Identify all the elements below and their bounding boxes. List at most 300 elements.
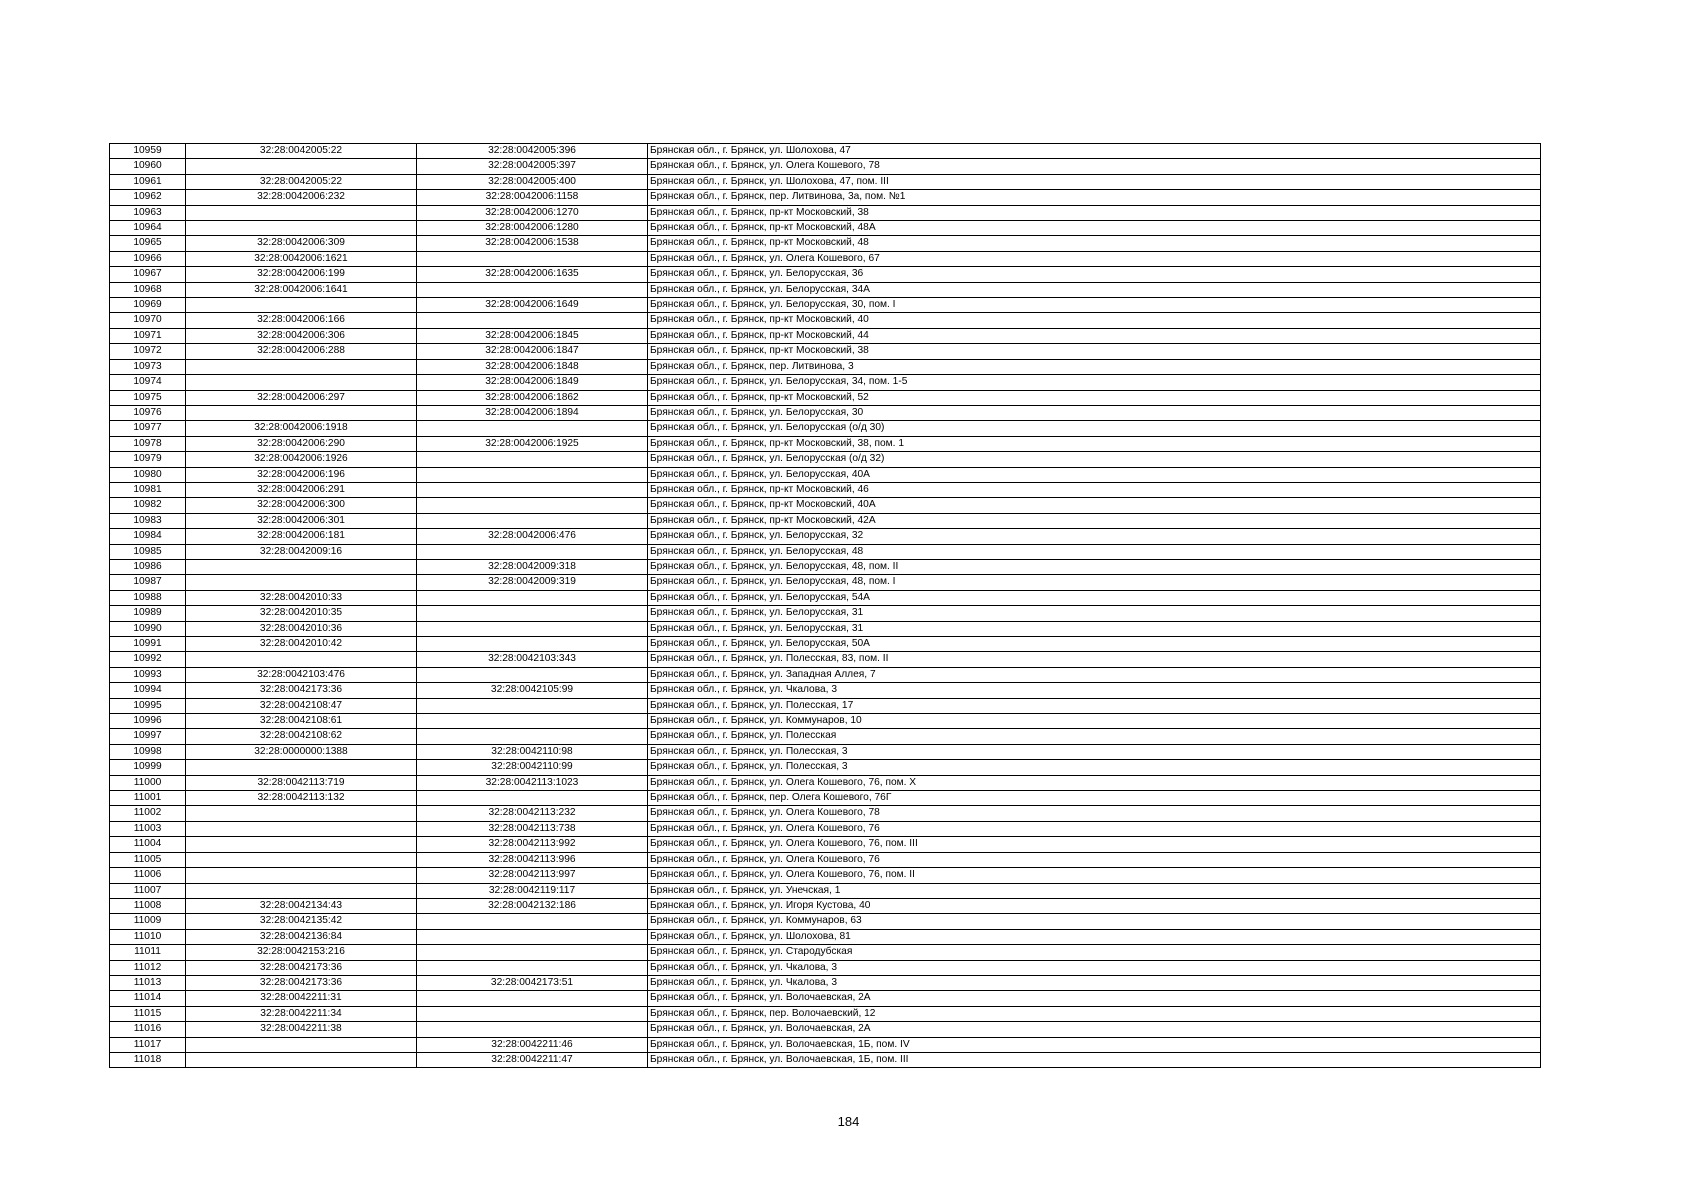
- table-row: [110, 914, 1541, 929]
- row-number-cell: 10966: [110, 251, 186, 266]
- object-cadastral-number-cell: 32:28:0042132:186: [417, 898, 648, 913]
- table-row: [110, 298, 1541, 313]
- row-number-cell: 10967: [110, 267, 186, 282]
- row-number-cell: 10982: [110, 498, 186, 513]
- table-row: [110, 868, 1541, 883]
- object-cadastral-number-cell: 32:28:0042006:1270: [417, 205, 648, 220]
- address-cell: Брянская обл., г. Брянск, ул. Волочаевская, 1Б, пом. IV: [648, 1037, 1541, 1052]
- table-row: [110, 529, 1541, 544]
- object-cadastral-number-cell: [417, 637, 648, 652]
- object-cadastral-number-cell: [417, 452, 648, 467]
- object-cadastral-number-cell: [417, 498, 648, 513]
- page-number: 184: [837, 1114, 860, 1129]
- row-number-cell: 11018: [110, 1052, 186, 1067]
- table-row: [110, 205, 1541, 220]
- object-cadastral-number-cell: 32:28:0042009:319: [417, 575, 648, 590]
- object-cadastral-number-cell: [417, 698, 648, 713]
- row-number-cell: 11016: [110, 1022, 186, 1037]
- land-cadastral-number-cell: 32:28:0042006:181: [186, 529, 417, 544]
- address-cell: Брянская обл., г. Брянск, ул. Олега Кошевого, 76, пом. II: [648, 868, 1541, 883]
- object-cadastral-number-cell: 32:28:0042006:1649: [417, 298, 648, 313]
- address-cell: Брянская обл., г. Брянск, ул. Белорусская, 31: [648, 606, 1541, 621]
- land-cadastral-number-cell: [186, 575, 417, 590]
- row-number-cell: 10978: [110, 436, 186, 451]
- table-row: [110, 498, 1541, 513]
- land-cadastral-number-cell: 32:28:0042006:309: [186, 236, 417, 251]
- table-row: [110, 1022, 1541, 1037]
- row-number-cell: 10962: [110, 190, 186, 205]
- object-cadastral-number-cell: [417, 590, 648, 605]
- table-row: [110, 174, 1541, 189]
- row-number-cell: 11013: [110, 975, 186, 990]
- row-number-cell: 11008: [110, 898, 186, 913]
- address-cell: Брянская обл., г. Брянск, ул. Олега Кошевого, 76: [648, 821, 1541, 836]
- land-cadastral-number-cell: 32:28:0042113:719: [186, 775, 417, 790]
- land-cadastral-number-cell: 32:28:0042173:36: [186, 975, 417, 990]
- table-row: [110, 452, 1541, 467]
- address-cell: Брянская обл., г. Брянск, ул. Белорусская, 50А: [648, 637, 1541, 652]
- object-cadastral-number-cell: 32:28:0042110:99: [417, 760, 648, 775]
- land-cadastral-number-cell: 32:28:0042135:42: [186, 914, 417, 929]
- address-cell: Брянская обл., г. Брянск, ул. Белорусская (о/д 32): [648, 452, 1541, 467]
- address-cell: Брянская обл., г. Брянск, ул. Олега Кошевого, 76, пом. III: [648, 837, 1541, 852]
- land-cadastral-number-cell: 32:28:0042006:166: [186, 313, 417, 328]
- table-row: [110, 667, 1541, 682]
- address-cell: Брянская обл., г. Брянск, ул. Чкалова, 3: [648, 975, 1541, 990]
- row-number-cell: 10960: [110, 159, 186, 174]
- address-cell: Брянская обл., г. Брянск, пр-кт Московский, 42А: [648, 513, 1541, 528]
- address-cell: Брянская обл., г. Брянск, пр-кт Московский, 38: [648, 205, 1541, 220]
- row-number-cell: 10992: [110, 652, 186, 667]
- address-cell: Брянская обл., г. Брянск, ул. Белорусская, 40А: [648, 467, 1541, 482]
- table-row: [110, 344, 1541, 359]
- table-row: [110, 190, 1541, 205]
- land-cadastral-number-cell: 32:28:0042006:288: [186, 344, 417, 359]
- object-cadastral-number-cell: 32:28:0042110:98: [417, 744, 648, 759]
- table-row: [110, 590, 1541, 605]
- land-cadastral-number-cell: [186, 205, 417, 220]
- address-cell: Брянская обл., г. Брянск, ул. Белорусская, 48, пом. II: [648, 559, 1541, 574]
- row-number-cell: 10996: [110, 714, 186, 729]
- address-cell: Брянская обл., г. Брянск, ул. Стародубская: [648, 945, 1541, 960]
- row-number-cell: 11001: [110, 791, 186, 806]
- table-row: [110, 606, 1541, 621]
- address-cell: Брянская обл., г. Брянск, ул. Шолохова, 47, пом. III: [648, 174, 1541, 189]
- table-row: [110, 744, 1541, 759]
- table-row: [110, 390, 1541, 405]
- land-cadastral-number-cell: 32:28:0042006:232: [186, 190, 417, 205]
- address-cell: Брянская обл., г. Брянск, ул. Белорусская, 48, пом. I: [648, 575, 1541, 590]
- address-cell: Брянская обл., г. Брянск, ул. Полесская: [648, 729, 1541, 744]
- land-cadastral-number-cell: [186, 837, 417, 852]
- row-number-cell: 10991: [110, 637, 186, 652]
- property-registry-table: [109, 143, 1541, 1068]
- object-cadastral-number-cell: 32:28:0042006:1538: [417, 236, 648, 251]
- table-row: [110, 729, 1541, 744]
- land-cadastral-number-cell: [186, 868, 417, 883]
- table-row: [110, 698, 1541, 713]
- address-cell: Брянская обл., г. Брянск, ул. Белорусская, 30, пом. I: [648, 298, 1541, 313]
- object-cadastral-number-cell: 32:28:0042006:1848: [417, 359, 648, 374]
- land-cadastral-number-cell: 32:28:0042006:300: [186, 498, 417, 513]
- object-cadastral-number-cell: [417, 467, 648, 482]
- table-row: [110, 898, 1541, 913]
- land-cadastral-number-cell: 32:28:0042153:216: [186, 945, 417, 960]
- address-cell: Брянская обл., г. Брянск, пер. Литвинова, 3а, пом. №1: [648, 190, 1541, 205]
- address-cell: Брянская обл., г. Брянск, ул. Коммунаров, 10: [648, 714, 1541, 729]
- object-cadastral-number-cell: [417, 251, 648, 266]
- object-cadastral-number-cell: 32:28:0042006:1158: [417, 190, 648, 205]
- land-cadastral-number-cell: 32:28:0042005:22: [186, 144, 417, 159]
- row-number-cell: 11009: [110, 914, 186, 929]
- row-number-cell: 10980: [110, 467, 186, 482]
- land-cadastral-number-cell: 32:28:0042173:36: [186, 683, 417, 698]
- address-cell: Брянская обл., г. Брянск, ул. Белорусская, 34А: [648, 282, 1541, 297]
- table-row: [110, 883, 1541, 898]
- address-cell: Брянская обл., г. Брянск, ул. Белорусская, 54А: [648, 590, 1541, 605]
- table-row: [110, 482, 1541, 497]
- address-cell: Брянская обл., г. Брянск, ул. Западная Аллея, 7: [648, 667, 1541, 682]
- table-row: [110, 852, 1541, 867]
- object-cadastral-number-cell: 32:28:0042211:47: [417, 1052, 648, 1067]
- table-row: [110, 683, 1541, 698]
- address-cell: Брянская обл., г. Брянск, ул. Чкалова, 3: [648, 960, 1541, 975]
- object-cadastral-number-cell: [417, 282, 648, 297]
- address-cell: Брянская обл., г. Брянск, пр-кт Московский, 48А: [648, 221, 1541, 236]
- table-row: [110, 1006, 1541, 1021]
- object-cadastral-number-cell: 32:28:0042006:1280: [417, 221, 648, 236]
- row-number-cell: 10968: [110, 282, 186, 297]
- object-cadastral-number-cell: [417, 313, 648, 328]
- land-cadastral-number-cell: 32:28:0042006:306: [186, 328, 417, 343]
- table-row: [110, 806, 1541, 821]
- table-row: [110, 282, 1541, 297]
- table-row: [110, 1052, 1541, 1067]
- table-row: [110, 267, 1541, 282]
- object-cadastral-number-cell: 32:28:0042005:397: [417, 159, 648, 174]
- address-cell: Брянская обл., г. Брянск, ул. Белорусская, 31: [648, 621, 1541, 636]
- table-row: [110, 791, 1541, 806]
- object-cadastral-number-cell: 32:28:0042006:1847: [417, 344, 648, 359]
- land-cadastral-number-cell: [186, 806, 417, 821]
- row-number-cell: 10976: [110, 405, 186, 420]
- land-cadastral-number-cell: 32:28:0042006:290: [186, 436, 417, 451]
- land-cadastral-number-cell: [186, 1052, 417, 1067]
- address-cell: Брянская обл., г. Брянск, ул. Олега Кошевого, 78: [648, 806, 1541, 821]
- row-number-cell: 10986: [110, 559, 186, 574]
- row-number-cell: 11017: [110, 1037, 186, 1052]
- address-cell: Брянская обл., г. Брянск, ул. Белорусская (о/д 30): [648, 421, 1541, 436]
- land-cadastral-number-cell: [186, 760, 417, 775]
- row-number-cell: 10983: [110, 513, 186, 528]
- land-cadastral-number-cell: 32:28:0042006:1926: [186, 452, 417, 467]
- land-cadastral-number-cell: 32:28:0042006:291: [186, 482, 417, 497]
- table-row: [110, 467, 1541, 482]
- land-cadastral-number-cell: 32:28:0042006:1918: [186, 421, 417, 436]
- table-row: [110, 421, 1541, 436]
- object-cadastral-number-cell: 32:28:0042005:400: [417, 174, 648, 189]
- row-number-cell: 10977: [110, 421, 186, 436]
- land-cadastral-number-cell: 32:28:0042010:33: [186, 590, 417, 605]
- table-row: [110, 513, 1541, 528]
- address-cell: Брянская обл., г. Брянск, ул. Шолохова, 47: [648, 144, 1541, 159]
- address-cell: Брянская обл., г. Брянск, пр-кт Московский, 46: [648, 482, 1541, 497]
- row-number-cell: 11004: [110, 837, 186, 852]
- row-number-cell: 11011: [110, 945, 186, 960]
- object-cadastral-number-cell: 32:28:0042103:343: [417, 652, 648, 667]
- object-cadastral-number-cell: 32:28:0042113:992: [417, 837, 648, 852]
- object-cadastral-number-cell: [417, 1006, 648, 1021]
- table-row: [110, 559, 1541, 574]
- object-cadastral-number-cell: 32:28:0042173:51: [417, 975, 648, 990]
- land-cadastral-number-cell: 32:28:0042010:35: [186, 606, 417, 621]
- table-row: [110, 975, 1541, 990]
- object-cadastral-number-cell: 32:28:0042006:1894: [417, 405, 648, 420]
- address-cell: Брянская обл., г. Брянск, пер. Литвинова, 3: [648, 359, 1541, 374]
- address-cell: Брянская обл., г. Брянск, пр-кт Московский, 44: [648, 328, 1541, 343]
- land-cadastral-number-cell: 32:28:0042006:196: [186, 467, 417, 482]
- land-cadastral-number-cell: 32:28:0042113:132: [186, 791, 417, 806]
- land-cadastral-number-cell: [186, 405, 417, 420]
- row-number-cell: 11002: [110, 806, 186, 821]
- object-cadastral-number-cell: [417, 421, 648, 436]
- table-row: [110, 714, 1541, 729]
- table-row: [110, 621, 1541, 636]
- row-number-cell: 10961: [110, 174, 186, 189]
- row-number-cell: 10985: [110, 544, 186, 559]
- land-cadastral-number-cell: 32:28:0042134:43: [186, 898, 417, 913]
- land-cadastral-number-cell: 32:28:0042108:62: [186, 729, 417, 744]
- row-number-cell: 10987: [110, 575, 186, 590]
- row-number-cell: 10997: [110, 729, 186, 744]
- object-cadastral-number-cell: [417, 621, 648, 636]
- object-cadastral-number-cell: 32:28:0042113:232: [417, 806, 648, 821]
- land-cadastral-number-cell: 32:28:0042010:36: [186, 621, 417, 636]
- land-cadastral-number-cell: 32:28:0042009:16: [186, 544, 417, 559]
- row-number-cell: 11005: [110, 852, 186, 867]
- object-cadastral-number-cell: [417, 929, 648, 944]
- address-cell: Брянская обл., г. Брянск, пер. Олега Кошевого, 76Г: [648, 791, 1541, 806]
- land-cadastral-number-cell: [186, 652, 417, 667]
- land-cadastral-number-cell: 32:28:0042173:36: [186, 960, 417, 975]
- table-row: [110, 960, 1541, 975]
- land-cadastral-number-cell: [186, 821, 417, 836]
- address-cell: Брянская обл., г. Брянск, ул. Олега Кошевого, 76: [648, 852, 1541, 867]
- object-cadastral-number-cell: [417, 729, 648, 744]
- address-cell: Брянская обл., г. Брянск, пр-кт Московский, 52: [648, 390, 1541, 405]
- land-cadastral-number-cell: [186, 559, 417, 574]
- land-cadastral-number-cell: [186, 298, 417, 313]
- land-cadastral-number-cell: [186, 883, 417, 898]
- row-number-cell: 10959: [110, 144, 186, 159]
- registry-table-body: [110, 144, 1541, 1068]
- object-cadastral-number-cell: [417, 606, 648, 621]
- row-number-cell: 10994: [110, 683, 186, 698]
- address-cell: Брянская обл., г. Брянск, ул. Полесская, 3: [648, 760, 1541, 775]
- object-cadastral-number-cell: 32:28:0042006:476: [417, 529, 648, 544]
- table-row: [110, 637, 1541, 652]
- row-number-cell: 11007: [110, 883, 186, 898]
- row-number-cell: 11015: [110, 1006, 186, 1021]
- address-cell: Брянская обл., г. Брянск, ул. Полесская, 17: [648, 698, 1541, 713]
- address-cell: Брянская обл., г. Брянск, ул. Чкалова, 3: [648, 683, 1541, 698]
- object-cadastral-number-cell: [417, 482, 648, 497]
- object-cadastral-number-cell: [417, 960, 648, 975]
- table-row: [110, 375, 1541, 390]
- row-number-cell: 10973: [110, 359, 186, 374]
- table-row: [110, 945, 1541, 960]
- row-number-cell: 10972: [110, 344, 186, 359]
- object-cadastral-number-cell: [417, 914, 648, 929]
- land-cadastral-number-cell: 32:28:0042006:297: [186, 390, 417, 405]
- table-row: [110, 837, 1541, 852]
- row-number-cell: 10971: [110, 328, 186, 343]
- table-row: [110, 236, 1541, 251]
- address-cell: Брянская обл., г. Брянск, ул. Коммунаров, 63: [648, 914, 1541, 929]
- address-cell: Брянская обл., г. Брянск, ул. Игоря Кустова, 40: [648, 898, 1541, 913]
- address-cell: Брянская обл., г. Брянск, ул. Белорусская, 32: [648, 529, 1541, 544]
- object-cadastral-number-cell: [417, 544, 648, 559]
- object-cadastral-number-cell: [417, 667, 648, 682]
- land-cadastral-number-cell: 32:28:0042006:1621: [186, 251, 417, 266]
- address-cell: Брянская обл., г. Брянск, ул. Белорусская, 48: [648, 544, 1541, 559]
- land-cadastral-number-cell: 32:28:0042005:22: [186, 174, 417, 189]
- row-number-cell: 10974: [110, 375, 186, 390]
- object-cadastral-number-cell: [417, 714, 648, 729]
- address-cell: Брянская обл., г. Брянск, ул. Шолохова, 81: [648, 929, 1541, 944]
- object-cadastral-number-cell: 32:28:0042009:318: [417, 559, 648, 574]
- object-cadastral-number-cell: 32:28:0042006:1862: [417, 390, 648, 405]
- land-cadastral-number-cell: 32:28:0042108:61: [186, 714, 417, 729]
- land-cadastral-number-cell: 32:28:0042010:42: [186, 637, 417, 652]
- address-cell: Брянская обл., г. Брянск, пр-кт Московский, 38: [648, 344, 1541, 359]
- land-cadastral-number-cell: [186, 1037, 417, 1052]
- land-cadastral-number-cell: 32:28:0042006:1641: [186, 282, 417, 297]
- row-number-cell: 11014: [110, 991, 186, 1006]
- address-cell: Брянская обл., г. Брянск, ул. Волочаевская, 1Б, пом. III: [648, 1052, 1541, 1067]
- address-cell: Брянская обл., г. Брянск, ул. Волочаевская, 2А: [648, 1022, 1541, 1037]
- address-cell: Брянская обл., г. Брянск, ул. Олега Кошевого, 76, пом. X: [648, 775, 1541, 790]
- object-cadastral-number-cell: 32:28:0042119:117: [417, 883, 648, 898]
- object-cadastral-number-cell: 32:28:0042113:997: [417, 868, 648, 883]
- row-number-cell: 10984: [110, 529, 186, 544]
- row-number-cell: 10969: [110, 298, 186, 313]
- land-cadastral-number-cell: 32:28:0042103:476: [186, 667, 417, 682]
- row-number-cell: 11000: [110, 775, 186, 790]
- land-cadastral-number-cell: [186, 375, 417, 390]
- table-row: [110, 436, 1541, 451]
- row-number-cell: 10989: [110, 606, 186, 621]
- address-cell: Брянская обл., г. Брянск, ул. Унечская, 1: [648, 883, 1541, 898]
- address-cell: Брянская обл., г. Брянск, пр-кт Московский, 40А: [648, 498, 1541, 513]
- land-cadastral-number-cell: [186, 359, 417, 374]
- row-number-cell: 10964: [110, 221, 186, 236]
- address-cell: Брянская обл., г. Брянск, ул. Белорусская, 36: [648, 267, 1541, 282]
- object-cadastral-number-cell: 32:28:0042005:396: [417, 144, 648, 159]
- row-number-cell: 10975: [110, 390, 186, 405]
- table-row: [110, 991, 1541, 1006]
- address-cell: Брянская обл., г. Брянск, ул. Олега Кошевого, 78: [648, 159, 1541, 174]
- row-number-cell: 10999: [110, 760, 186, 775]
- row-number-cell: 10979: [110, 452, 186, 467]
- object-cadastral-number-cell: [417, 991, 648, 1006]
- object-cadastral-number-cell: 32:28:0042006:1849: [417, 375, 648, 390]
- land-cadastral-number-cell: [186, 852, 417, 867]
- address-cell: Брянская обл., г. Брянск, ул. Полесская, 83, пом. II: [648, 652, 1541, 667]
- table-row: [110, 821, 1541, 836]
- row-number-cell: 10993: [110, 667, 186, 682]
- table-row: [110, 159, 1541, 174]
- row-number-cell: 10965: [110, 236, 186, 251]
- row-number-cell: 10988: [110, 590, 186, 605]
- table-row: [110, 544, 1541, 559]
- table-row: [110, 251, 1541, 266]
- address-cell: Брянская обл., г. Брянск, ул. Волочаевская, 2А: [648, 991, 1541, 1006]
- address-cell: Брянская обл., г. Брянск, ул. Олега Кошевого, 67: [648, 251, 1541, 266]
- address-cell: Брянская обл., г. Брянск, пер. Волочаевский, 12: [648, 1006, 1541, 1021]
- object-cadastral-number-cell: [417, 1022, 648, 1037]
- row-number-cell: 10981: [110, 482, 186, 497]
- object-cadastral-number-cell: 32:28:0042006:1845: [417, 328, 648, 343]
- row-number-cell: 10995: [110, 698, 186, 713]
- object-cadastral-number-cell: [417, 791, 648, 806]
- land-cadastral-number-cell: [186, 159, 417, 174]
- table-row: [110, 652, 1541, 667]
- table-row: [110, 1037, 1541, 1052]
- address-cell: Брянская обл., г. Брянск, ул. Белорусская, 34, пом. 1-5: [648, 375, 1541, 390]
- row-number-cell: 10990: [110, 621, 186, 636]
- table-row: [110, 760, 1541, 775]
- land-cadastral-number-cell: [186, 221, 417, 236]
- table-row: [110, 144, 1541, 159]
- object-cadastral-number-cell: 32:28:0042006:1925: [417, 436, 648, 451]
- row-number-cell: 11006: [110, 868, 186, 883]
- land-cadastral-number-cell: 32:28:0042211:38: [186, 1022, 417, 1037]
- table-row: [110, 221, 1541, 236]
- object-cadastral-number-cell: 32:28:0042006:1635: [417, 267, 648, 282]
- land-cadastral-number-cell: 32:28:0042136:84: [186, 929, 417, 944]
- table-row: [110, 405, 1541, 420]
- row-number-cell: 11012: [110, 960, 186, 975]
- land-cadastral-number-cell: 32:28:0042211:31: [186, 991, 417, 1006]
- address-cell: Брянская обл., г. Брянск, ул. Полесская, 3: [648, 744, 1541, 759]
- row-number-cell: 10963: [110, 205, 186, 220]
- address-cell: Брянская обл., г. Брянск, пр-кт Московский, 40: [648, 313, 1541, 328]
- object-cadastral-number-cell: [417, 945, 648, 960]
- table-row: [110, 328, 1541, 343]
- table-row: [110, 575, 1541, 590]
- row-number-cell: 11003: [110, 821, 186, 836]
- address-cell: Брянская обл., г. Брянск, ул. Белорусская, 30: [648, 405, 1541, 420]
- address-cell: Брянская обл., г. Брянск, пр-кт Московский, 48: [648, 236, 1541, 251]
- object-cadastral-number-cell: 32:28:0042113:738: [417, 821, 648, 836]
- land-cadastral-number-cell: 32:28:0042211:34: [186, 1006, 417, 1021]
- table-row: [110, 313, 1541, 328]
- land-cadastral-number-cell: 32:28:0042006:199: [186, 267, 417, 282]
- address-cell: Брянская обл., г. Брянск, пр-кт Московский, 38, пом. 1: [648, 436, 1541, 451]
- object-cadastral-number-cell: [417, 513, 648, 528]
- object-cadastral-number-cell: 32:28:0042113:1023: [417, 775, 648, 790]
- land-cadastral-number-cell: 32:28:0042006:301: [186, 513, 417, 528]
- land-cadastral-number-cell: 32:28:0000000:1388: [186, 744, 417, 759]
- table-row: [110, 359, 1541, 374]
- row-number-cell: 10970: [110, 313, 186, 328]
- table-row: [110, 775, 1541, 790]
- row-number-cell: 11010: [110, 929, 186, 944]
- object-cadastral-number-cell: 32:28:0042105:99: [417, 683, 648, 698]
- table-row: [110, 929, 1541, 944]
- object-cadastral-number-cell: 32:28:0042113:996: [417, 852, 648, 867]
